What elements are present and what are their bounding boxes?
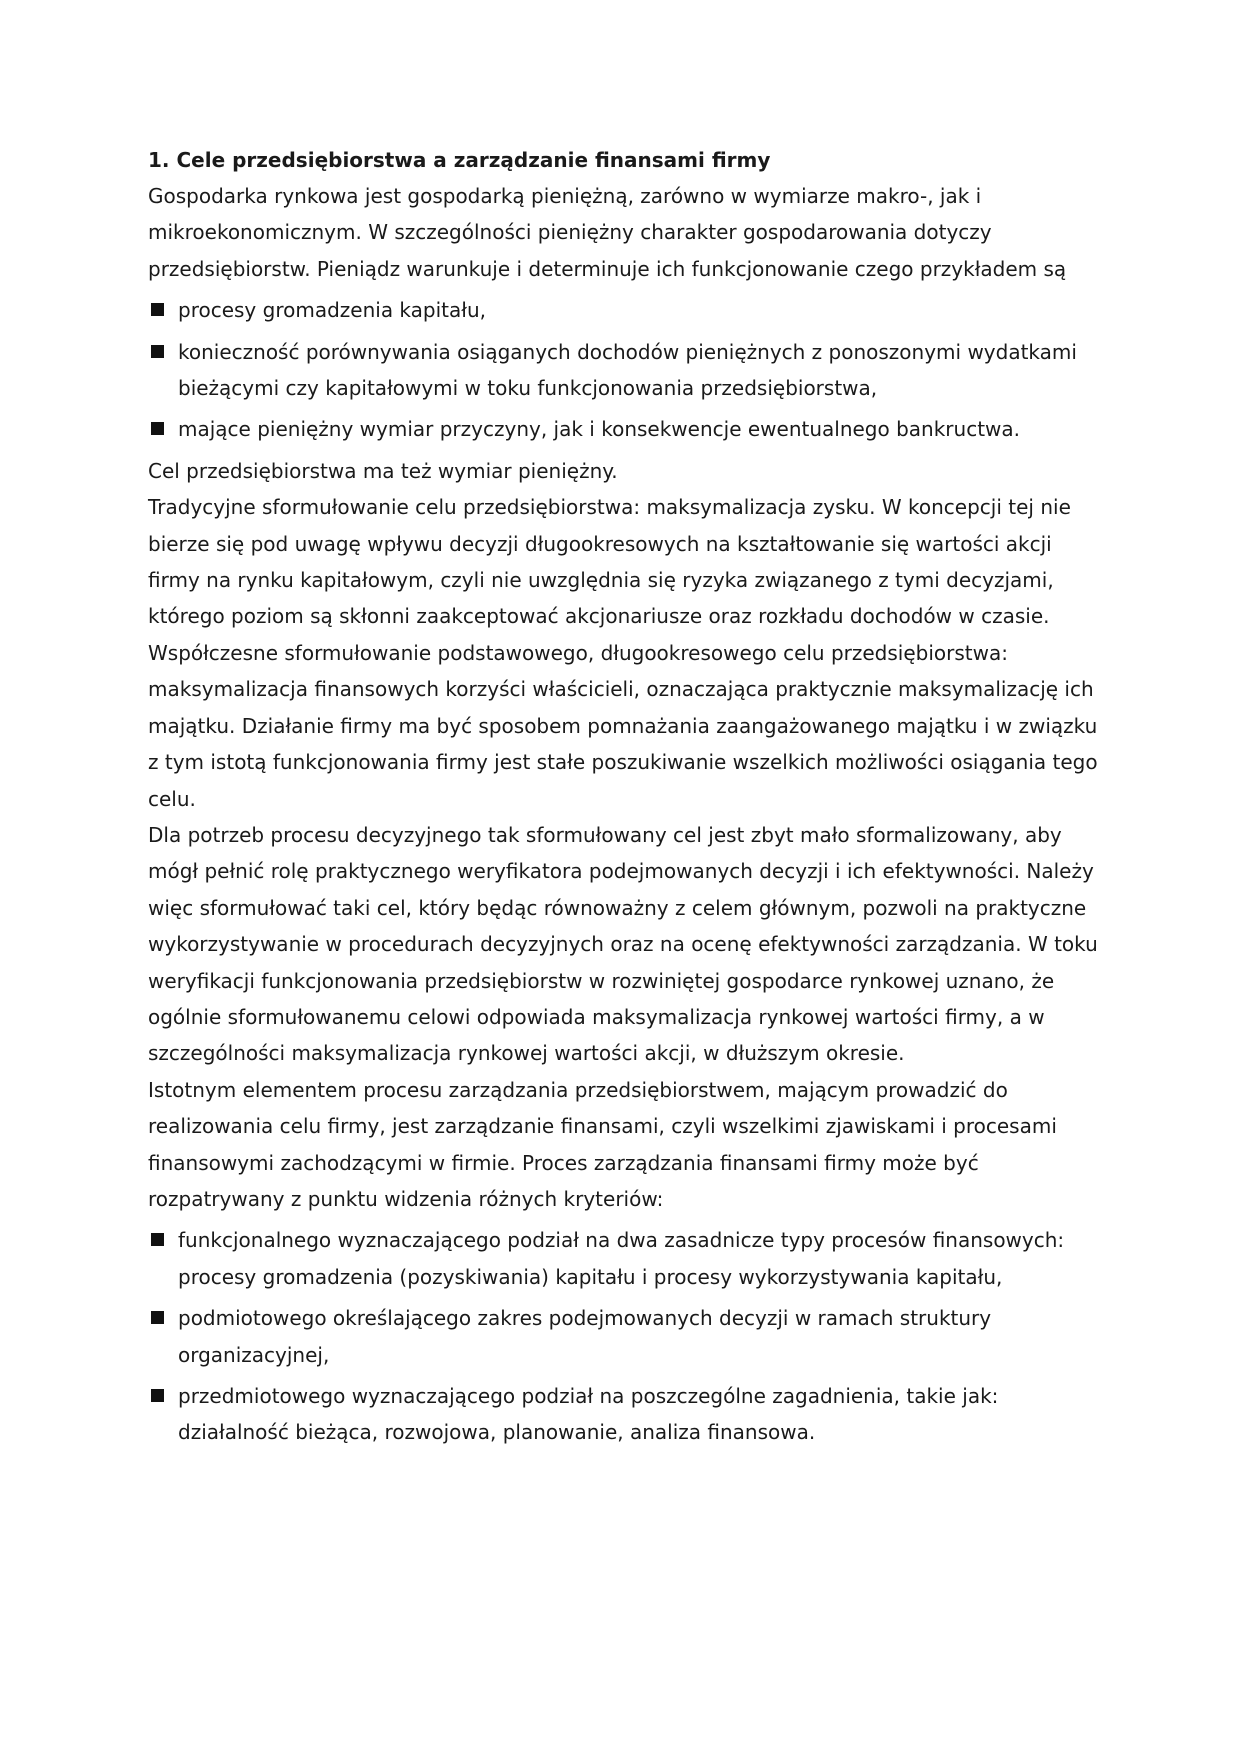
bullet-list-money-examples bbox=[148, 292, 1098, 448]
bullet-square-icon bbox=[151, 1389, 164, 1402]
paragraph-traditional-goal: Tradycyjne sformułowanie celu przedsiębiorstwa: maksymalizacja zysku. W koncepcji tej nie bierze się pod uwagę wpływu decyzji długookresowych na kształtowanie się wartości akcji firmy na rynku kapitałowym, czyli nie uwzględnia się ryzyka związanego z tymi decyzjami, którego poziom są skłonni zaakceptować akcjonariusze oraz rozkładu dochodów w czasie. bbox=[148, 495, 1071, 629]
list-item-text: podmiotowego określającego zakres podejmowanych decyzji w ramach struktury organizacyjnej, bbox=[178, 1306, 992, 1367]
list-item bbox=[148, 334, 1098, 407]
paragraph-intro: Gospodarka rynkowa jest gospodarką pieniężną, zarówno w wymiarze makro-, jak i mikroekonomicznym. W szczególności pieniężny charakter gospodarowania dotyczy przedsiębiorstw. Pieniądz warunkuje i determinuje ich funkcjonowanie czego przykładem są bbox=[148, 184, 1067, 281]
list-item-text: mające pieniężny wymiar przyczyny, jak i konsekwencje ewentualnego bankructwa. bbox=[178, 417, 1021, 442]
list-item bbox=[148, 1222, 1098, 1295]
list-item bbox=[148, 292, 1098, 328]
bullet-list-criteria bbox=[148, 1222, 1098, 1450]
paragraph-goal-monetary: Cel przedsiębiorstwa ma też wymiar pieniężny. bbox=[148, 458, 618, 483]
paragraph-financial-management: Istotnym elementem procesu zarządzania przedsiębiorstwem, mającym prowadzić do realizowania celu firmy, jest zarządzanie finansami, czyli wszelkimi zjawiskami i procesami finansowymi zachodzącymi w firmie. Proces zarządzania finansami firmy może być rozpatrywany z punktu widzenia różnych kryteriów: bbox=[148, 1077, 1057, 1211]
bullet-square-icon bbox=[151, 1311, 164, 1324]
paragraph-decision-process: Dla potrzeb procesu decyzyjnego tak sformułowany cel jest zbyt mało sformalizowany, aby mógł pełnić rolę praktycznego weryfikatora podejmowanych decyzji i ich efektywności. Należy więc sformułować taki cel, który będąc równoważny z celem głównym, pozwoli na praktyczne wykorzystywanie w procedurach decyzyjnych oraz na ocenę efektywności zarządzania. W toku weryfikacji funkcjonowania przedsiębiorstw w rozwiniętej gospodarce rynkowej uznano, że ogólnie sformułowanemu celowi odpowiada maksymalizacja rynkowej wartości firmy, a w szczególności maksymalizacja rynkowej wartości akcji, w dłuższym okresie. bbox=[148, 822, 1098, 1066]
bullet-square-icon bbox=[151, 1233, 164, 1246]
document-body bbox=[148, 142, 1098, 1456]
paragraph-modern-goal: Współczesne sformułowanie podstawowego, długookresowego celu przedsiębiorstwa: maksymalizacja finansowych korzyści właścicieli, oznaczająca praktycznie maksymalizację ich majątku. Działanie firmy ma być sposobem pomnażania zaangażowanego majątku i w związku z tym istotą funkcjonowania firmy jest stałe poszukiwanie wszelkich możliwości osiągania tego celu. bbox=[148, 640, 1098, 811]
list-item bbox=[148, 1378, 1098, 1451]
list-item-text: procesy gromadzenia kapitału, bbox=[178, 298, 486, 323]
list-item bbox=[148, 1300, 1098, 1373]
bullet-square-icon bbox=[151, 422, 164, 435]
list-item bbox=[148, 411, 1098, 447]
list-item-text: funkcjonalnego wyznaczającego podział na dwa zasadnicze typy procesów finansowych: procesy gromadzenia (pozyskiwania) kapitału i procesy wykorzystywania kapitału, bbox=[178, 1228, 1065, 1289]
bullet-square-icon bbox=[151, 345, 164, 358]
bullet-square-icon bbox=[151, 303, 164, 316]
list-item-text: konieczność porównywania osiąganych dochodów pieniężnych z ponoszonymi wydatkami bieżącymi czy kapitałowymi w toku funkcjonowania przedsiębiorstwa, bbox=[178, 339, 1077, 401]
list-item-text: przedmiotowego wyznaczającego podział na poszczególne zagadnienia, takie jak: działalność bieżąca, rozwojowa, planowanie, analiza finansowa. bbox=[178, 1384, 999, 1445]
section-heading: 1. Cele przedsiębiorstwa a zarządzanie finansami firmy bbox=[148, 148, 771, 172]
